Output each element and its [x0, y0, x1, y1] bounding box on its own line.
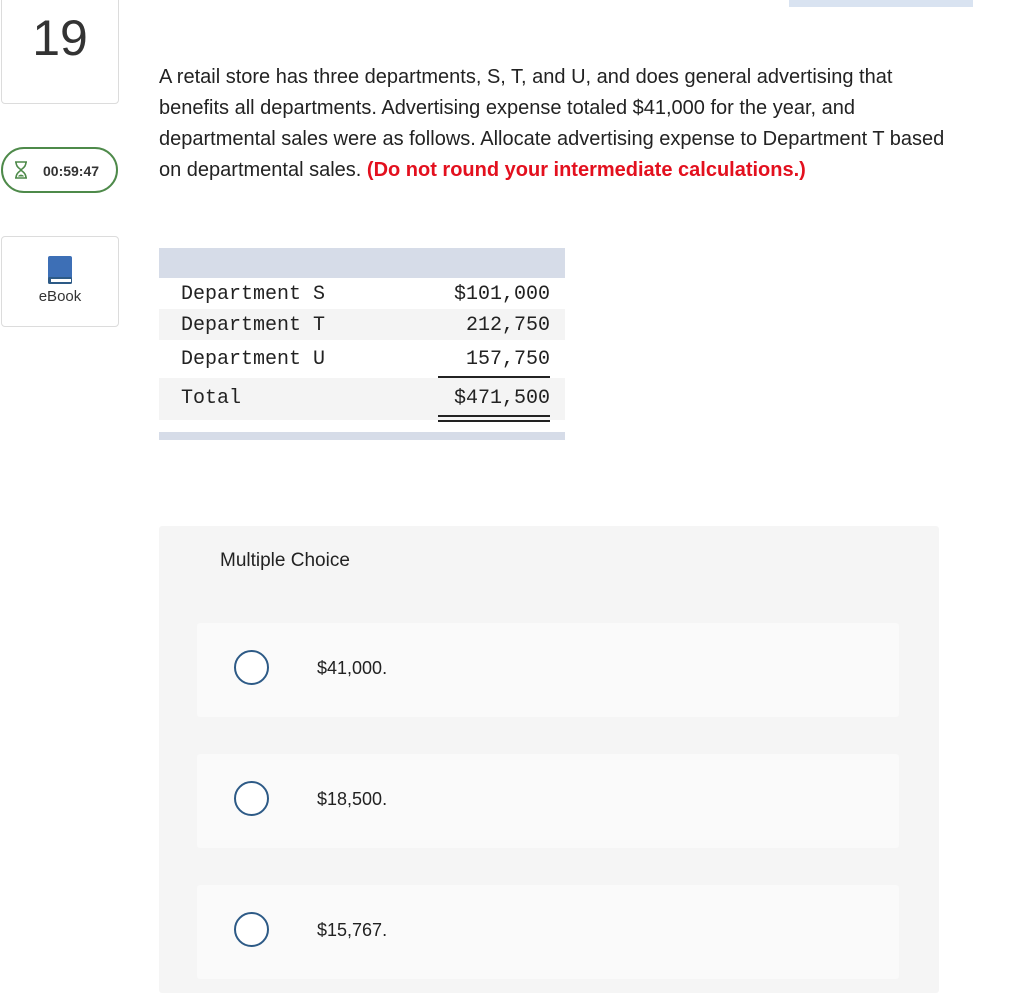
- departmental-sales-table: [159, 248, 565, 440]
- hourglass-icon: [14, 161, 28, 179]
- question-number-card: [1, 0, 119, 104]
- radio-button[interactable]: [234, 912, 269, 947]
- question-number: 19: [32, 10, 88, 66]
- top-progress-bar: [789, 0, 973, 7]
- total-label: Total: [181, 387, 242, 410]
- table-header-bar: [159, 248, 565, 278]
- radio-button[interactable]: [234, 650, 269, 685]
- question-text: [159, 62, 949, 186]
- choice-option-1[interactable]: [197, 623, 899, 717]
- timer-text: 00:59:47: [43, 163, 100, 179]
- row-value: 212,750: [465, 314, 550, 337]
- ebook-button[interactable]: [1, 236, 119, 327]
- total-value: $471,500: [453, 387, 550, 410]
- multiple-choice-title: Multiple Choice: [220, 550, 350, 571]
- question-emphasis: (Do not round your intermediate calculations.): [366, 159, 806, 181]
- choice-option-2[interactable]: [197, 754, 899, 848]
- question-body: A retail store has three departments, S, T, and U, and does general advertising that benefits all departments. Advertising expense totaled $41,000 for the year, and departmental sales were as follows. Allocate advertising expense to Department T based on departmental sales.: [159, 66, 945, 181]
- book-icon: [46, 255, 74, 285]
- row-value: 157,750: [465, 348, 550, 371]
- choice-option-3[interactable]: [197, 885, 899, 979]
- row-label: Department S: [181, 283, 326, 306]
- choice-label: $18,500.: [317, 789, 388, 809]
- table-row: [159, 278, 565, 309]
- timer-badge[interactable]: [1, 147, 118, 193]
- choice-label: $41,000.: [317, 658, 388, 678]
- row-value: $101,000: [453, 283, 550, 306]
- radio-button[interactable]: [234, 781, 269, 816]
- row-label: Department U: [181, 348, 326, 371]
- table-row: [159, 340, 565, 378]
- multiple-choice-panel: [159, 526, 939, 993]
- table-row: [159, 309, 565, 340]
- row-label: Department T: [181, 314, 326, 337]
- ebook-label: eBook: [38, 288, 82, 305]
- choice-label: $15,767.: [317, 920, 388, 940]
- total-double-underline: [438, 415, 550, 422]
- table-footer-bar: [159, 432, 565, 440]
- table-row-total: [159, 378, 565, 420]
